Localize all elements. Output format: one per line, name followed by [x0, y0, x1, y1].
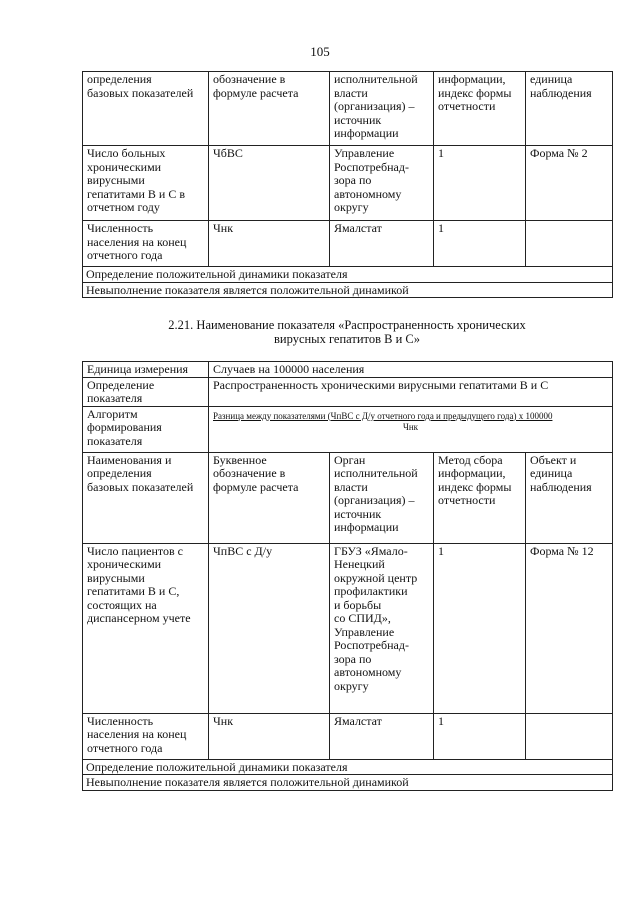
algorithm-row [83, 406, 613, 452]
formula-denominator: Чнк [402, 421, 419, 432]
header-cell: исполнительной власти (организация) – источник информации [330, 72, 434, 146]
table-cell: Чнк [209, 221, 330, 267]
table-cell: Чнк [209, 713, 330, 759]
table-header-row [83, 452, 613, 543]
header-cell: информации, индекс формы отчетности [434, 72, 526, 146]
header-cell: обозначение в формуле расчета [209, 72, 330, 146]
table-cell: Число пациентов с хроническими вирусными гепатитами В и С, состоящих на диспансерном учете [83, 543, 209, 713]
dynamics-definition-row [83, 759, 613, 775]
table-cell: 1 [434, 146, 526, 221]
dynamics-value: Невыполнение показателя является положительной динамикой [83, 775, 613, 791]
unit-label: Единица измерения [83, 362, 209, 378]
definition-label: Определение показателя [83, 377, 209, 406]
table-header-row [83, 72, 613, 146]
dynamics-definition-row [83, 267, 613, 283]
table-cell: Численность населения на конец отчетного года [83, 713, 209, 759]
header-cell: Объект и единица наблюдения [526, 452, 613, 543]
section-title: 2.21. Наименование показателя «Распространенность хронических вирусных гепатитов В и С» [168, 318, 526, 346]
table-row [83, 713, 613, 759]
page-number: 105 [310, 44, 330, 59]
header-cell: Метод сбора информации, индекс формы отчетности [434, 452, 526, 543]
formula-numerator: Разница между показателями (ЧпВС с Д/у отчетного года и предыдущего года) х 100000 [213, 410, 553, 421]
dynamics-value: Невыполнение показателя является положительной динамикой [83, 282, 613, 298]
definition-value: Распространенность хроническими вирусными гепатитами В и С [209, 377, 613, 406]
header-cell: Буквенное обозначение в формуле расчета [209, 452, 330, 543]
table-row [83, 221, 613, 267]
dynamics-definition: Определение положительной динамики показателя [83, 267, 613, 283]
header-cell: единица наблюдения [526, 72, 613, 146]
table-cell: ГБУЗ «Ямало- Ненецкий окружной центр профилактики и борьбы со СПИД», Управление Роспотребнад- зора по автономному округу [330, 543, 434, 713]
table-cell: 1 [434, 221, 526, 267]
table-cell: Ямалстат [330, 713, 434, 759]
table-cell: ЧбВС [209, 146, 330, 221]
table-cell: Управление Роспотребнад- зора по автономному округу [330, 146, 434, 221]
header-cell: определения базовых показателей [83, 72, 209, 146]
table-cell: Число больных хроническими вирусными гепатитами В и С в отчетном году [83, 146, 209, 221]
header-cell: Орган исполнительной власти (организация) – источник информации [330, 452, 434, 543]
table-cell: Форма № 2 [526, 146, 613, 221]
table-row [83, 146, 613, 221]
dynamics-value-row [83, 775, 613, 791]
definition-row [83, 377, 613, 406]
table-cell: 1 [434, 713, 526, 759]
algorithm-label: Алгоритм формирования показателя [83, 406, 209, 452]
indicator-table [82, 361, 613, 791]
algorithm-formula [209, 406, 613, 452]
indicator-table-continued [82, 71, 613, 298]
table-cell [526, 221, 613, 267]
table-cell: ЧпВС с Д/у [209, 543, 330, 713]
unit-value: Случаев на 100000 населения [209, 362, 613, 378]
table-cell: Форма № 12 [526, 543, 613, 713]
table-cell [526, 713, 613, 759]
dynamics-definition: Определение положительной динамики показателя [83, 759, 613, 775]
table-cell: Численность населения на конец отчетного года [83, 221, 209, 267]
dynamics-value-row [83, 282, 613, 298]
header-cell: Наименования и определения базовых показателей [83, 452, 209, 543]
table-cell: 1 [434, 543, 526, 713]
table-cell: Ямалстат [330, 221, 434, 267]
unit-row [83, 362, 613, 378]
table-row [83, 543, 613, 713]
